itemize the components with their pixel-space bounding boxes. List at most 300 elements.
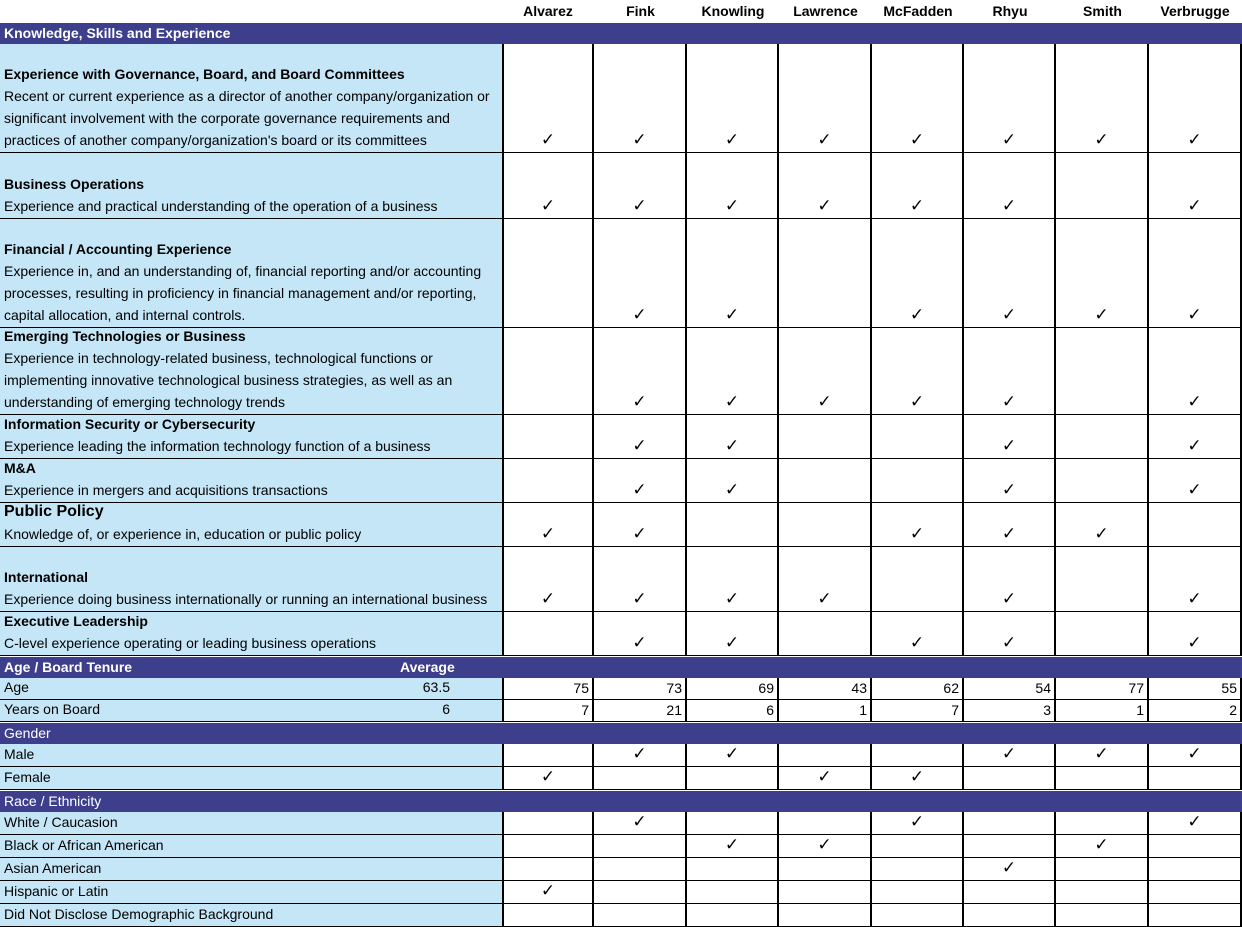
- check-mark-icon: ✓: [540, 881, 556, 901]
- skill-description: Experience in technology-related business, technological functions or implementing innovative technological business strategies, as well as an understanding of emerging technology trends: [4, 350, 453, 410]
- data-cell: [594, 503, 687, 547]
- check-mark-icon: ✓: [540, 589, 556, 609]
- data-cell: [594, 44, 687, 153]
- row-label-text: Did Not Disclose Demographic Background: [4, 906, 274, 922]
- data-cell: [964, 678, 1056, 700]
- section-title: Age / Board Tenure: [4, 659, 133, 675]
- check-mark-icon: ✓: [909, 392, 925, 412]
- value: 1: [1136, 702, 1144, 718]
- row-label: [4, 880, 494, 902]
- skill-row: [0, 44, 1242, 153]
- data-cell: [779, 812, 872, 835]
- check-mark-icon: ✓: [1094, 305, 1109, 325]
- data-cell: [502, 858, 594, 881]
- data-cell: [1149, 153, 1242, 219]
- check-mark-icon: ✓: [540, 767, 556, 787]
- table-row: [0, 858, 1242, 881]
- data-cell: [594, 219, 687, 328]
- skill-title: Information Security or Cybersecurity: [4, 416, 256, 432]
- value: 55: [1221, 680, 1237, 696]
- data-cell: [964, 328, 1056, 415]
- check-mark-icon: ✓: [817, 392, 832, 412]
- director-name: Alvarez: [523, 3, 573, 19]
- table-row: [0, 700, 1242, 722]
- data-cell: [1056, 744, 1149, 767]
- check-mark-icon: ✓: [1187, 633, 1202, 653]
- check-mark-icon: ✓: [1187, 436, 1202, 456]
- table-row: [0, 767, 1242, 790]
- director-name: Fink: [626, 3, 655, 19]
- row-label: [4, 698, 494, 720]
- check-mark-icon: ✓: [540, 524, 556, 544]
- data-cell: [1056, 835, 1149, 858]
- row-label: [4, 413, 494, 457]
- row-label: [4, 238, 494, 326]
- value: 7: [581, 702, 589, 718]
- check-mark-icon: ✓: [1187, 812, 1202, 832]
- skill-description: Experience doing business internationally or running an international business: [4, 591, 488, 607]
- row-label: [4, 63, 494, 151]
- data-cell: [872, 459, 964, 503]
- data-cell: [594, 415, 687, 459]
- data-cell: [594, 678, 687, 700]
- check-mark-icon: ✓: [817, 767, 832, 787]
- check-mark-icon: ✓: [1001, 589, 1017, 609]
- check-mark-icon: ✓: [724, 305, 740, 325]
- data-cell: [594, 459, 687, 503]
- data-cell: [1149, 904, 1242, 927]
- check-mark-icon: ✓: [1094, 130, 1109, 150]
- data-cell: [872, 835, 964, 858]
- check-mark-icon: ✓: [1187, 480, 1202, 500]
- check-mark-icon: ✓: [632, 436, 647, 456]
- data-cell: [964, 503, 1056, 547]
- data-cell: [594, 835, 687, 858]
- check-mark-icon: ✓: [724, 130, 740, 150]
- average-column-header: Average: [400, 659, 455, 675]
- check-mark-icon: ✓: [817, 196, 832, 216]
- director-name: Smith: [1083, 3, 1122, 19]
- skill-row: [0, 459, 1242, 503]
- director-name: McFadden: [883, 3, 953, 19]
- data-cell: [594, 881, 687, 904]
- row-label-cell: [0, 459, 502, 503]
- data-cell: [964, 881, 1056, 904]
- data-cell: [502, 678, 594, 700]
- row-label: [4, 834, 494, 856]
- value: 6: [766, 702, 774, 718]
- data-cell: [1056, 858, 1149, 881]
- data-cell: [872, 678, 964, 700]
- data-cell: [779, 700, 872, 722]
- check-mark-icon: ✓: [724, 835, 740, 855]
- check-mark-icon: ✓: [1094, 524, 1109, 544]
- data-cell: [964, 415, 1056, 459]
- data-cell: [779, 459, 872, 503]
- data-cell: [687, 904, 779, 927]
- data-cell: [687, 44, 779, 153]
- data-cell: [1149, 328, 1242, 415]
- row-label-text: Asian American: [4, 860, 102, 876]
- data-cell: [1149, 700, 1242, 722]
- data-cell: [1149, 881, 1242, 904]
- row-label: [4, 903, 494, 925]
- check-mark-icon: ✓: [1001, 436, 1017, 456]
- data-cell: [502, 612, 594, 656]
- data-cell: [964, 44, 1056, 153]
- data-cell: [779, 767, 872, 790]
- data-cell: [1149, 767, 1242, 790]
- row-label-cell: [0, 153, 502, 219]
- data-cell: [687, 678, 779, 700]
- data-cell: [872, 881, 964, 904]
- skill-description: Experience leading the information technology function of a business: [4, 438, 431, 454]
- check-mark-icon: ✓: [632, 392, 647, 412]
- check-mark-icon: ✓: [909, 633, 925, 653]
- check-mark-icon: ✓: [632, 305, 647, 325]
- director-name: Rhyu: [992, 3, 1028, 19]
- check-mark-icon: ✓: [540, 196, 556, 216]
- row-label-cell: [0, 767, 502, 790]
- data-cell: [687, 700, 779, 722]
- row-label: [4, 766, 494, 788]
- data-cell: [964, 904, 1056, 927]
- value: 73: [666, 680, 682, 696]
- data-cell: [872, 767, 964, 790]
- data-cell: [1149, 44, 1242, 153]
- skill-description: Recent or current experience as a director of another company/organization or significant involvement with the corporate governance requirements and practices of another company/organization's board or its committees: [4, 88, 490, 148]
- row-label: [4, 457, 494, 501]
- value: 62: [943, 680, 959, 696]
- data-cell: [594, 700, 687, 722]
- data-cell: [779, 415, 872, 459]
- data-cell: [964, 835, 1056, 858]
- data-cell: [872, 547, 964, 612]
- data-cell: [964, 858, 1056, 881]
- data-cell: [779, 503, 872, 547]
- check-mark-icon: ✓: [1187, 392, 1202, 412]
- data-cell: [872, 858, 964, 881]
- value: 7: [951, 702, 959, 718]
- row-label: [4, 566, 494, 610]
- section-header: [0, 22, 1242, 44]
- data-cell: [502, 835, 594, 858]
- row-label: [4, 811, 494, 833]
- data-cell: [687, 503, 779, 547]
- value: 69: [758, 680, 774, 696]
- skill-row: [0, 415, 1242, 459]
- value: 3: [1043, 702, 1051, 718]
- data-cell: [687, 744, 779, 767]
- row-label-cell: [0, 219, 502, 328]
- check-mark-icon: ✓: [724, 196, 740, 216]
- data-cell: [687, 612, 779, 656]
- skill-description: Experience and practical understanding of the operation of a business: [4, 198, 438, 214]
- data-cell: [502, 459, 594, 503]
- table-row: [0, 812, 1242, 835]
- row-label: [4, 743, 494, 765]
- data-cell: [872, 812, 964, 835]
- skill-description: C-level experience operating or leading business operations: [4, 635, 377, 651]
- data-cell: [872, 612, 964, 656]
- data-cell: [779, 835, 872, 858]
- check-mark-icon: ✓: [724, 436, 740, 456]
- row-label: [4, 325, 494, 413]
- skill-title: Executive Leadership: [4, 613, 148, 629]
- skill-description: Experience in, and an understanding of, financial reporting and/or accounting processes, resulting in proficiency in financial management and/or reporting, capital allocation, and internal controls.: [4, 263, 482, 323]
- data-cell: [779, 678, 872, 700]
- data-cell: [1149, 503, 1242, 547]
- data-cell: [502, 328, 594, 415]
- check-mark-icon: ✓: [724, 392, 740, 412]
- data-cell: [687, 328, 779, 415]
- check-mark-icon: ✓: [909, 196, 925, 216]
- check-mark-icon: ✓: [632, 633, 647, 653]
- data-cell: [502, 219, 594, 328]
- row-label: [4, 501, 494, 545]
- value: 1: [859, 702, 867, 718]
- data-cell: [1149, 678, 1242, 700]
- skill-row: [0, 328, 1242, 415]
- data-cell: [594, 744, 687, 767]
- check-mark-icon: ✓: [1001, 196, 1017, 216]
- check-mark-icon: ✓: [632, 196, 647, 216]
- value: 75: [573, 680, 589, 696]
- data-cell: [687, 547, 779, 612]
- data-cell: [687, 812, 779, 835]
- row-label-cell: [0, 744, 502, 767]
- data-cell: [1056, 415, 1149, 459]
- data-cell: [1056, 328, 1149, 415]
- check-mark-icon: ✓: [724, 589, 740, 609]
- check-mark-icon: ✓: [909, 524, 925, 544]
- data-cell: [1149, 744, 1242, 767]
- check-mark-icon: ✓: [632, 480, 647, 500]
- data-cell: [1149, 612, 1242, 656]
- data-cell: [687, 767, 779, 790]
- data-cell: [687, 858, 779, 881]
- data-cell: [1149, 835, 1242, 858]
- check-mark-icon: ✓: [1001, 744, 1017, 764]
- data-cell: [872, 328, 964, 415]
- row-label-cell: [0, 812, 502, 835]
- check-mark-icon: ✓: [724, 744, 740, 764]
- check-mark-icon: ✓: [909, 305, 925, 325]
- row-label-cell: [0, 44, 502, 153]
- data-cell: [1056, 678, 1149, 700]
- table-row: [0, 904, 1242, 927]
- row-label-text: Hispanic or Latin: [4, 883, 109, 899]
- data-cell: [1149, 547, 1242, 612]
- skill-description: Experience in mergers and acquisitions transactions: [4, 482, 328, 498]
- skill-title: Business Operations: [4, 176, 145, 192]
- section-header: [0, 656, 1242, 678]
- row-label: [4, 173, 494, 217]
- data-cell: [872, 904, 964, 927]
- data-cell: [872, 503, 964, 547]
- row-label-cell: [0, 547, 502, 612]
- section-title: Knowledge, Skills and Experience: [4, 25, 231, 41]
- check-mark-icon: ✓: [1094, 744, 1109, 764]
- row-label-cell: [0, 700, 502, 722]
- table-row: [0, 678, 1242, 700]
- row-label: [4, 676, 494, 698]
- data-cell: [964, 153, 1056, 219]
- data-cell: [872, 415, 964, 459]
- data-cell: [779, 547, 872, 612]
- section-title: Gender: [4, 725, 51, 741]
- value: 54: [1035, 680, 1051, 696]
- data-cell: [779, 744, 872, 767]
- data-cell: [872, 153, 964, 219]
- check-mark-icon: ✓: [632, 812, 647, 832]
- data-cell: [1056, 812, 1149, 835]
- check-mark-icon: ✓: [632, 589, 647, 609]
- row-label-text: Years on Board: [4, 701, 100, 717]
- data-cell: [1149, 219, 1242, 328]
- skill-title: International: [4, 569, 89, 585]
- data-cell: [1056, 503, 1149, 547]
- data-cell: [1056, 700, 1149, 722]
- check-mark-icon: ✓: [1094, 835, 1109, 855]
- data-cell: [1056, 881, 1149, 904]
- data-cell: [964, 767, 1056, 790]
- data-cell: [1056, 153, 1149, 219]
- check-mark-icon: ✓: [1001, 392, 1017, 412]
- data-cell: [502, 503, 594, 547]
- data-cell: [594, 812, 687, 835]
- skill-row: [0, 547, 1242, 612]
- row-label-cell: [0, 612, 502, 656]
- data-cell: [594, 547, 687, 612]
- data-cell: [779, 153, 872, 219]
- value: 2: [1229, 702, 1237, 718]
- check-mark-icon: ✓: [632, 524, 647, 544]
- data-cell: [1056, 44, 1149, 153]
- data-cell: [1056, 767, 1149, 790]
- skill-title: Public Policy: [4, 503, 104, 520]
- data-cell: [1056, 547, 1149, 612]
- data-cell: [502, 812, 594, 835]
- data-cell: [594, 858, 687, 881]
- data-cell: [964, 812, 1056, 835]
- data-cell: [502, 881, 594, 904]
- value: 77: [1128, 680, 1144, 696]
- data-cell: [1056, 459, 1149, 503]
- section-header: [0, 722, 1242, 744]
- check-mark-icon: ✓: [1187, 305, 1202, 325]
- data-cell: [502, 904, 594, 927]
- row-label-text: Male: [4, 746, 35, 762]
- check-mark-icon: ✓: [909, 812, 925, 832]
- section-title: Race / Ethnicity: [4, 793, 102, 809]
- data-cell: [687, 219, 779, 328]
- row-label-text: White / Caucasion: [4, 814, 118, 830]
- data-cell: [872, 219, 964, 328]
- data-cell: [502, 44, 594, 153]
- data-cell: [779, 612, 872, 656]
- skill-row: [0, 612, 1242, 656]
- row-label: [4, 857, 494, 879]
- row-label-cell: [0, 904, 502, 927]
- table-row: [0, 881, 1242, 904]
- check-mark-icon: ✓: [1187, 196, 1202, 216]
- skill-row: [0, 219, 1242, 328]
- check-mark-icon: ✓: [909, 767, 925, 787]
- data-cell: [687, 415, 779, 459]
- data-cell: [964, 547, 1056, 612]
- check-mark-icon: ✓: [1001, 633, 1017, 653]
- table-row: [0, 835, 1242, 858]
- check-mark-icon: ✓: [1187, 744, 1202, 764]
- data-cell: [1056, 612, 1149, 656]
- skill-title: Financial / Accounting Experience: [4, 241, 232, 257]
- row-label-cell: [0, 328, 502, 415]
- data-cell: [502, 744, 594, 767]
- data-cell: [872, 700, 964, 722]
- data-cell: [594, 767, 687, 790]
- row-label-text: Female: [4, 769, 51, 785]
- skill-title: Experience with Governance, Board, and Board Committees: [4, 66, 405, 82]
- value: 43: [851, 680, 867, 696]
- data-cell: [779, 219, 872, 328]
- skill-description: Knowledge of, or experience in, education or public policy: [4, 526, 362, 542]
- director-name: Lawrence: [793, 3, 858, 19]
- check-mark-icon: ✓: [540, 130, 556, 150]
- row-label-text: Black or African American: [4, 837, 164, 853]
- skill-row: [0, 153, 1242, 219]
- check-mark-icon: ✓: [724, 480, 740, 500]
- row-label-cell: [0, 835, 502, 858]
- data-cell: [1056, 219, 1149, 328]
- data-cell: [964, 744, 1056, 767]
- check-mark-icon: ✓: [1187, 130, 1202, 150]
- skill-title: Emerging Technologies or Business: [4, 328, 246, 344]
- check-mark-icon: ✓: [817, 589, 832, 609]
- row-label-cell: [0, 678, 502, 700]
- check-mark-icon: ✓: [1187, 589, 1202, 609]
- table-row: [0, 744, 1242, 767]
- data-cell: [779, 904, 872, 927]
- row-label-cell: [0, 503, 502, 547]
- check-mark-icon: ✓: [1001, 480, 1017, 500]
- data-cell: [1056, 904, 1149, 927]
- data-cell: [872, 44, 964, 153]
- check-mark-icon: ✓: [632, 130, 647, 150]
- check-mark-icon: ✓: [632, 744, 647, 764]
- data-cell: [964, 459, 1056, 503]
- director-name: Verbrugge: [1160, 3, 1230, 19]
- skill-title: M&A: [4, 460, 36, 476]
- director-header-row: [0, 0, 1242, 22]
- row-label-text: Age: [4, 679, 29, 695]
- data-cell: [1149, 858, 1242, 881]
- average-value: 6: [442, 701, 450, 717]
- data-cell: [1149, 459, 1242, 503]
- data-cell: [502, 767, 594, 790]
- row-label: [4, 610, 494, 654]
- data-cell: [594, 904, 687, 927]
- section-header: [0, 790, 1242, 812]
- check-mark-icon: ✓: [724, 633, 740, 653]
- data-cell: [687, 459, 779, 503]
- average-value: 63.5: [422, 679, 450, 695]
- data-cell: [779, 881, 872, 904]
- data-cell: [687, 153, 779, 219]
- data-cell: [502, 153, 594, 219]
- data-cell: [779, 328, 872, 415]
- data-cell: [872, 744, 964, 767]
